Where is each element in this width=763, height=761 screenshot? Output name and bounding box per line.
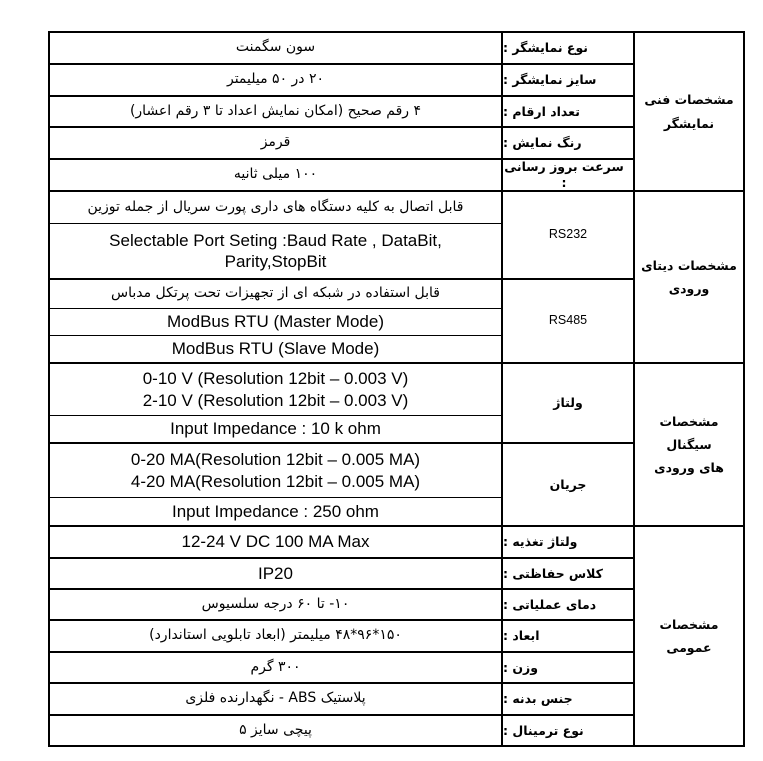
value-refresh-rate: ۱۰۰ میلی ثانیه — [233, 166, 318, 183]
section-title-signal-input — [635, 364, 743, 525]
value-current-impedance: Input Impedance : 250 ohm — [172, 501, 379, 521]
value-supply-voltage: 12-24 V DC 100 MA Max — [181, 532, 370, 552]
value-display-type: سون سگمنت — [235, 39, 316, 56]
label-display-color: رنگ نمایش : — [503, 135, 582, 151]
section-title-line: مشخصات فنی — [644, 92, 734, 108]
rs232-settings-line: Parity,StopBit — [224, 252, 327, 271]
value-dimensions: ۱۵۰*۹۶*۴۸ میلیمتر (ابعاد تابلویی استاندارد) — [149, 627, 402, 644]
voltage-range-line: 0-10 V (Resolution 12bit – 0.003 V) — [142, 369, 409, 389]
label-refresh-rate: سرعت بروز رسانی : — [504, 159, 624, 190]
label-digit-count: تعداد ارقام : — [503, 103, 580, 119]
section-title-line: مشخصات سیگنال — [659, 413, 719, 452]
section-title-line: ورودی — [668, 281, 710, 296]
value-digit-count: ۴ رقم صحیح (امکان نمایش اعداد تا ۳ رقم اعشار) — [129, 102, 422, 119]
value-rs485-desc: قابل استفاده در شبکه ای از تجهیزات تحت پرتکل مدباس — [111, 285, 440, 302]
label-protection-class: کلاس حفاظتی : — [503, 565, 603, 581]
value-display-size: ۲۰ در ۵۰ میلیمتر — [226, 71, 325, 88]
value-terminal-type: پیچی سایز ۵ — [239, 721, 312, 738]
value-display-color: قرمز — [260, 134, 291, 151]
value-rs232-desc: قابل اتصال به کلیه دستگاه های داری پورت سریال از جمله توزین — [87, 198, 464, 215]
section-title-general: مشخصات عمومی — [659, 616, 719, 655]
label-rs232: RS232 — [548, 227, 588, 242]
value-operating-temp: ۱۰- تا ۶۰ درجه سلسیوس — [201, 595, 350, 612]
section-title-line: مشخصات دیتای — [641, 257, 737, 273]
value-modbus-slave: ModBus RTU (Slave Mode) — [171, 339, 380, 359]
label-voltage: ولتاژ — [553, 395, 583, 411]
label-current: جریان — [549, 476, 587, 492]
section-title-line: نمایشگر — [663, 115, 715, 131]
rs232-settings-line: Selectable Port Seting :Baud Rate , DataBit, — [109, 230, 442, 250]
voltage-range-line: 2-10 V (Resolution 12bit – 0.003 V) — [142, 390, 409, 410]
value-current-ranges — [50, 444, 501, 497]
current-range-line: 4-20 MA(Resolution 12bit – 0.005 MA) — [130, 471, 421, 491]
label-dimensions: ابعاد : — [503, 628, 540, 644]
label-display-type: نوع نمایشگر : — [503, 40, 588, 56]
value-rs232-port-settings — [50, 224, 501, 278]
label-display-size: سایز نمایشگر : — [503, 72, 597, 88]
value-body-material: پلاستیک ABS - نگهدارنده فلزی — [185, 690, 366, 707]
section-title-display — [635, 33, 743, 190]
value-weight: ۳۰۰ گرم — [250, 658, 301, 675]
label-rs485: RS485 — [548, 313, 588, 328]
label-body-material: جنس بدنه : — [503, 691, 573, 707]
value-protection-class: IP20 — [258, 563, 293, 583]
section-title-data-input — [635, 192, 743, 362]
label-supply-voltage: ولتاژ تغذیه : — [503, 534, 578, 550]
value-voltage-ranges — [50, 364, 501, 415]
current-range-line: 0-20 MA(Resolution 12bit – 0.005 MA) — [130, 450, 421, 470]
section-title-line: های ورودی — [654, 460, 724, 476]
label-weight: وزن : — [503, 659, 538, 675]
label-operating-temp: دمای عملیاتی : — [503, 596, 597, 612]
value-modbus-master: ModBus RTU (Master Mode) — [167, 312, 384, 332]
spec-table — [48, 31, 745, 747]
value-voltage-impedance: Input Impedance : 10 k ohm — [170, 419, 381, 439]
label-terminal-type: نوع ترمینال : — [503, 722, 584, 738]
